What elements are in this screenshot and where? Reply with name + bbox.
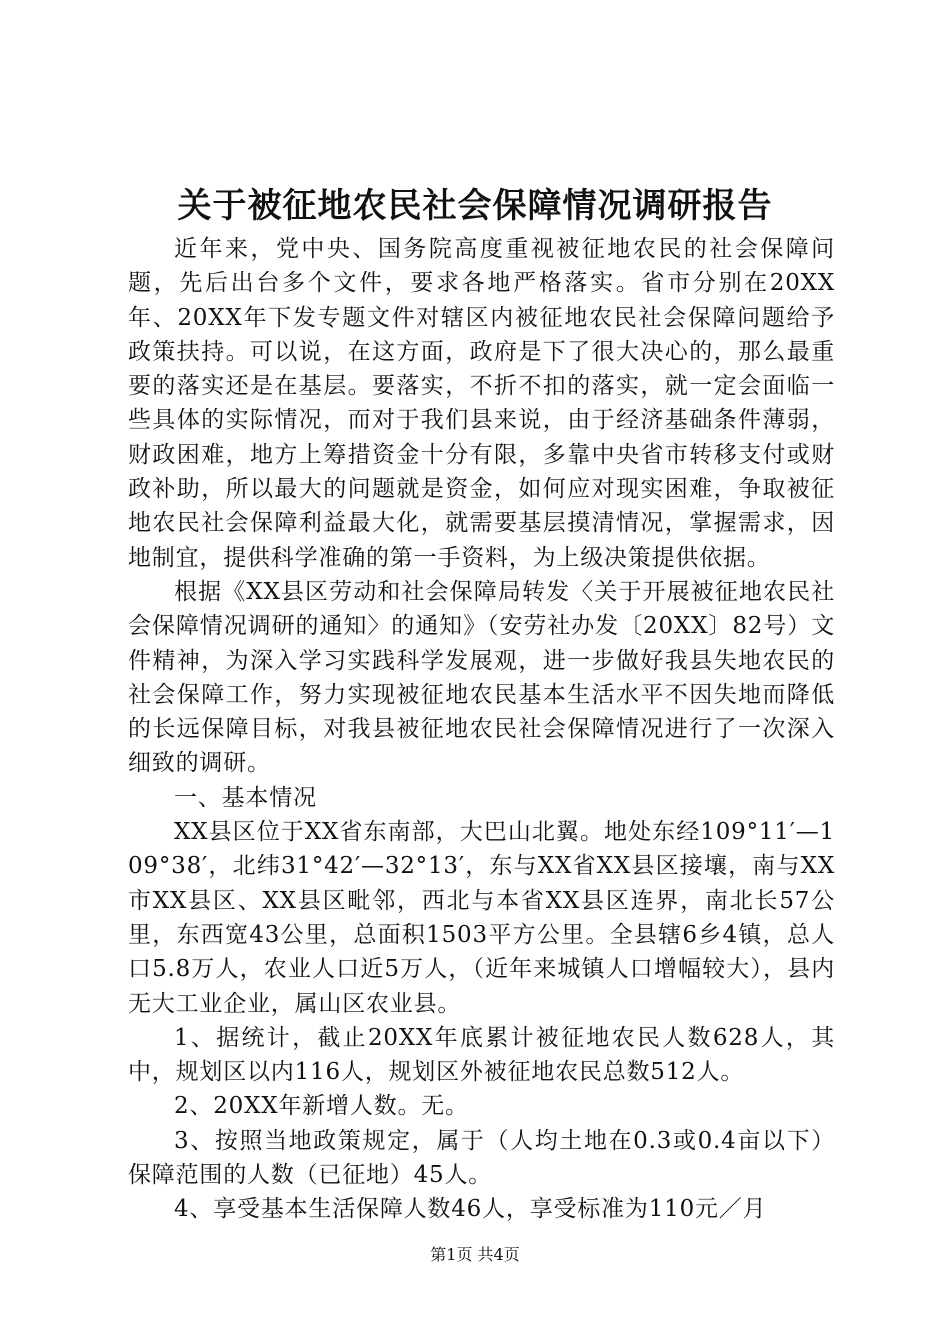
list-item-4: 4、享受基本生活保障人数46人，享受标准为110元／月	[174, 1196, 767, 1223]
list-item-3: 3、按照当地政策规定，属于（人均土地在0.3或0.4亩以下）保障范围的人数（已征地）45人。	[128, 1127, 835, 1189]
list-item-2: 2、20XX年新增人数。无。	[174, 1093, 469, 1120]
section-heading-basic-situation: 一、基本情况	[174, 784, 317, 811]
list-item-1: 1、据统计，截止20XX年底累计被征地农民人数628人，其中，规划区以内116人，规划区外被征地农民总数512人。	[128, 1024, 835, 1086]
paragraph-basis: 根据《XX县区劳动和社会保障局转发〈关于开展被征地农民社会保障情况调研的通知〉的通知》（安劳社办发〔20XX〕82号）文件精神，为深入学习实践科学发展观，进一步做好我县失地农民的社会保障工作，努力实现被征地农民基本生活水平不因失地而降低的长远保障目标，对我县被征地农民社会保障情况进行了一次深入细致的调研。	[128, 578, 835, 777]
document-body	[128, 232, 835, 1227]
paragraph-county-overview: XX县区位于XX省东南部，大巴山北翼。地处东经109°11′—109°38′，北纬31°42′—32°13′，东与XX省XX县区接壤，南与XX市XX县区、XX县区毗邻，西北与本省XX县区连界，南北长57公里，东西宽43公里，总面积1503平方公里。全县辖6乡4镇，总人口5.8万人，农业人口近5万人，（近年来城镇人口增幅较大），县内无大工业企业，属山区农业县。	[128, 819, 835, 1017]
paragraph-intro: 近年来，党中央、国务院高度重视被征地农民的社会保障问题，先后出台多个文件，要求各地严格落实。省市分别在20XX年、20XX年下发专题文件对辖区内被征地农民社会保障问题给予政策扶持。可以说，在这方面，政府是下了很大决心的，那么最重要的落实还是在基层。要落实，不折不扣的落实，就一定会面临一些具体的实际情况，而对于我们县来说，由于经济基础条件薄弱，财政困难，地方上筹措资金十分有限，多靠中央省市转移支付或财政补助，所以最大的问题就是资金，如何应对现实困难，争取被征地农民社会保障利益最大化，就需要基层摸清情况，掌握需求，因地制宜，提供科学准确的第一手资料，为上级决策提供依据。	[128, 236, 835, 571]
page-number-footer: 第1页 共4页	[430, 1245, 520, 1264]
document-title: 关于被征地农民社会保障情况调研报告	[177, 186, 773, 226]
